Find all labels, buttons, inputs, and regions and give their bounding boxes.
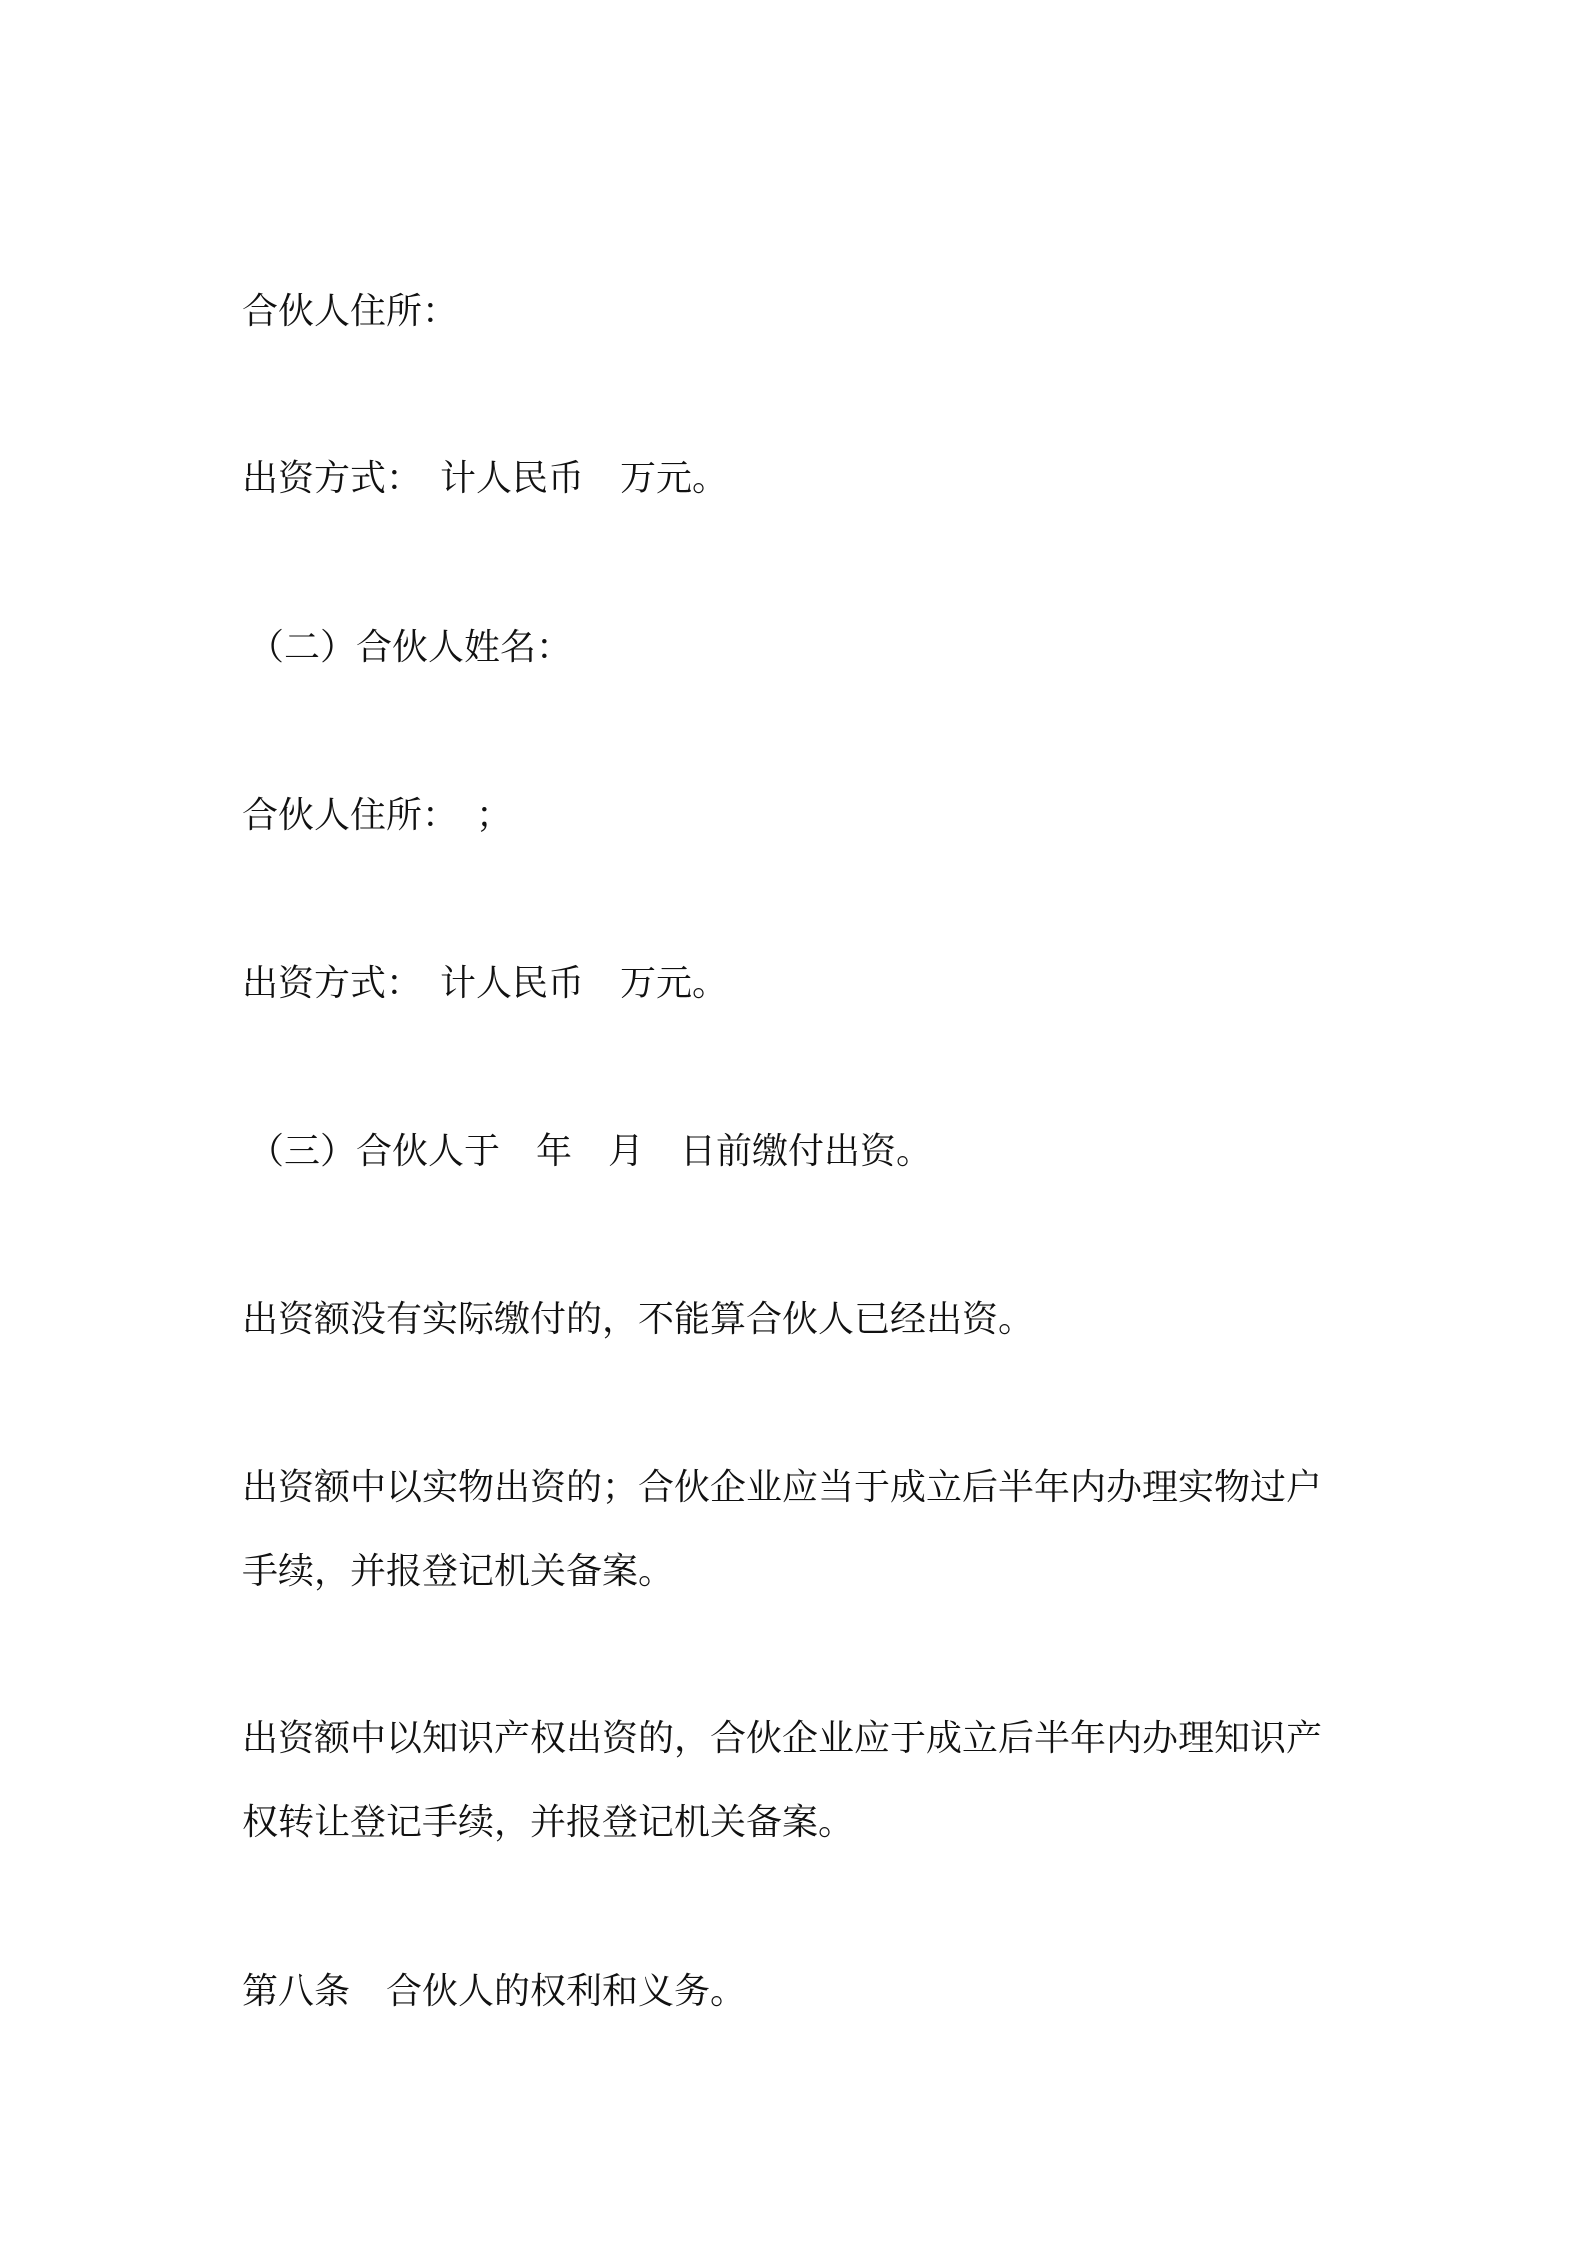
paragraph-ip-contribution-line1: 出资额中以知识产权出资的，合伙企业应于成立后半年内办理知识产 (242, 1718, 1323, 1759)
paragraph-ip-contribution-line2: 权转让登记手续，并报登记机关备案。 (242, 1802, 855, 1843)
article-heading-8: 第八条 合伙人的权利和义务。 (242, 1971, 747, 2012)
paragraph-residence-2: 合伙人住所： ； (242, 795, 513, 836)
paragraph-residence-1: 合伙人住所： (242, 291, 459, 332)
paragraph-physical-contribution-line2: 手续，并报登记机关备案。 (242, 1551, 675, 1592)
paragraph-contribution-method-2: 出资方式： 计人民币 万元。 (242, 963, 729, 1004)
paragraph-partner-name-2: （二）合伙人姓名： (248, 627, 573, 668)
paragraph-payment-deadline: （三）合伙人于 年 月 日前缴付出资。 (248, 1131, 933, 1172)
paragraph-physical-contribution-line1: 出资额中以实物出资的；合伙企业应当于成立后半年内办理实物过户 (242, 1467, 1323, 1508)
paragraph-contribution-method-1: 出资方式： 计人民币 万元。 (242, 458, 729, 499)
paragraph-unpaid-contribution: 出资额没有实际缴付的，不能算合伙人已经出资。 (242, 1299, 1035, 1340)
